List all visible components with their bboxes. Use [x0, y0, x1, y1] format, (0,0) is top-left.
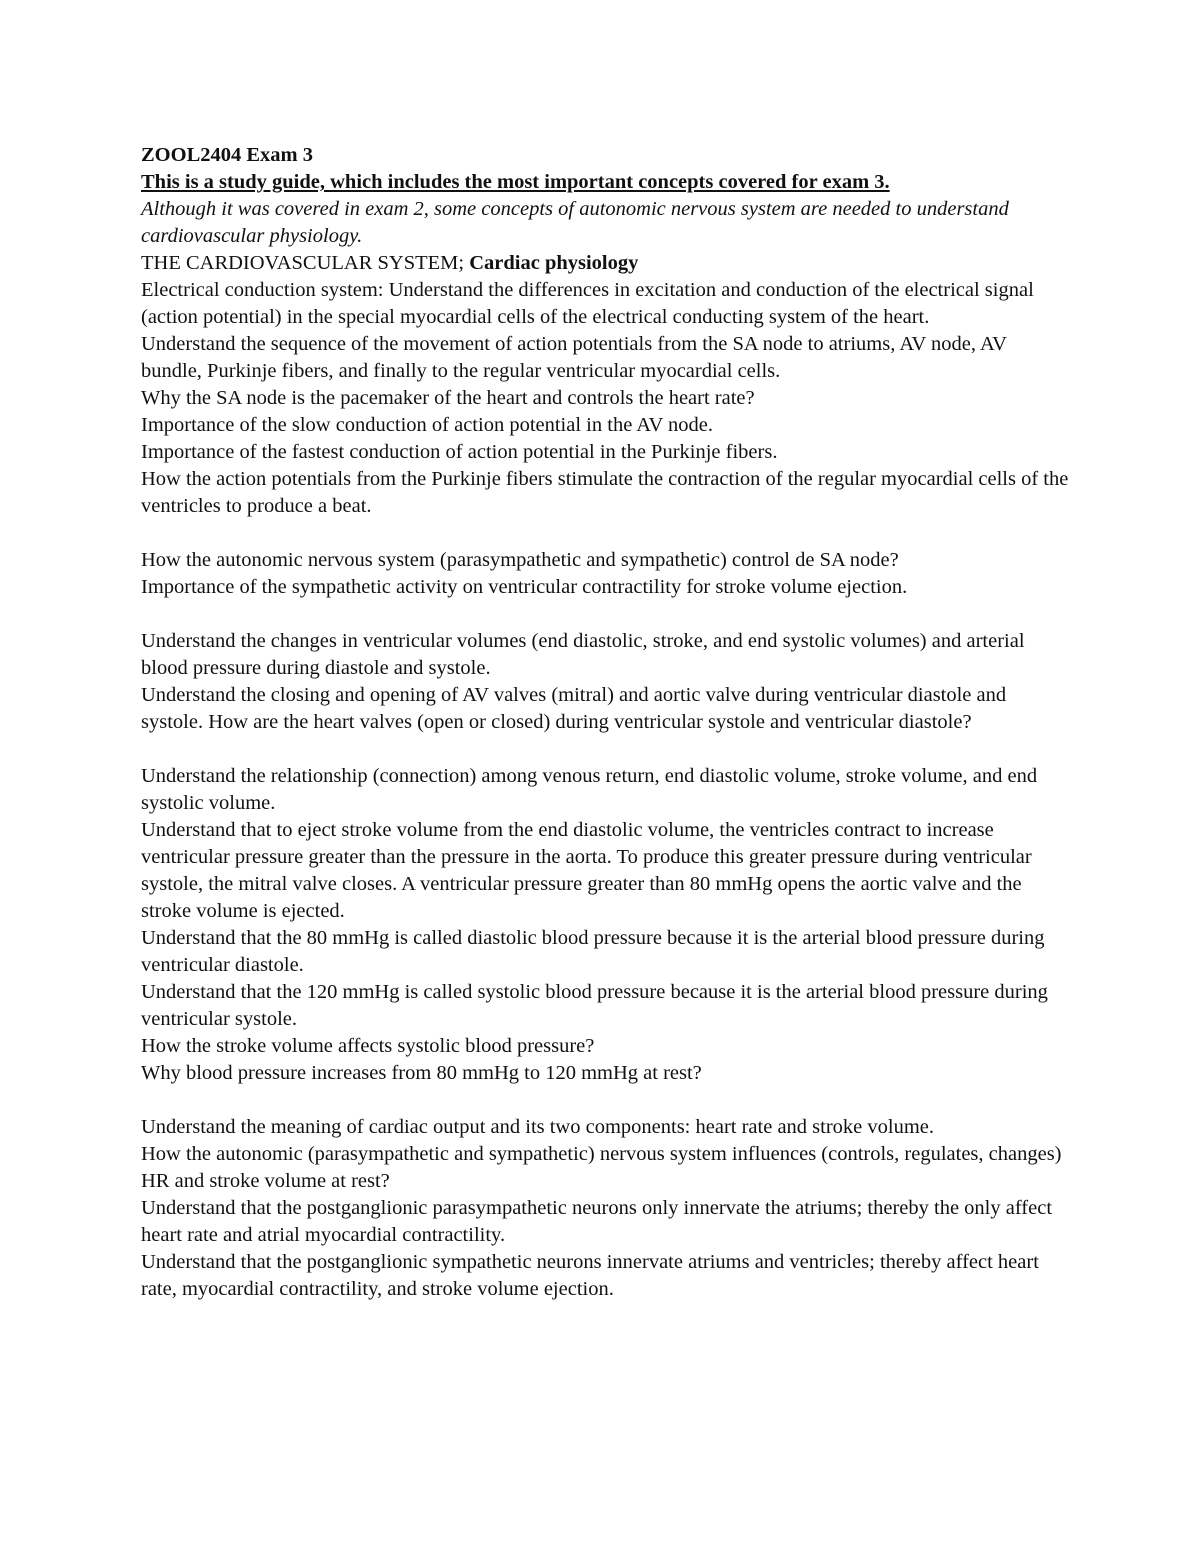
paragraph: Understand the closing and opening of AV valves (mitral) and aortic valve during ventricular diastole and systole. How are the heart valves (open or closed) during ventricular systole and ventricular diastole? — [141, 684, 1007, 733]
paragraph: Understand the changes in ventricular volumes (end diastolic, stroke, and end systolic volumes) and arterial blood pressure during diastole and systole. — [141, 630, 1025, 679]
document-subtitle: This is a study guide, which includes the most important concepts covered for exam 3. — [141, 171, 890, 193]
blank-line — [141, 520, 1071, 547]
paragraph: How the stroke volume affects systolic blood pressure? — [141, 1035, 595, 1057]
paragraph: Understand the meaning of cardiac output and its two components: heart rate and stroke volume. — [141, 1116, 935, 1138]
blank-line — [141, 601, 1071, 628]
section-heading-bold: Cardiac physiology — [469, 252, 639, 274]
paragraph: How the autonomic (parasympathetic and sympathetic) nervous system influences (controls, regulates, changes) HR and stroke volume at rest? — [141, 1143, 1062, 1192]
paragraph: Understand that to eject stroke volume from the end diastolic volume, the ventricles contract to increase ventricular pressure greater than the pressure in the aorta. To produce this greater pressure during ventricular systole, the mitral valve closes. A ventricular pressure greater than 80 mmHg opens the aortic valve and the stroke volume is ejected. — [141, 819, 1032, 922]
paragraph: Why the SA node is the pacemaker of the heart and controls the heart rate? — [141, 387, 755, 409]
paragraph: Why blood pressure increases from 80 mmHg to 120 mmHg at rest? — [141, 1062, 702, 1084]
paragraph: Importance of the slow conduction of action potential in the AV node. — [141, 414, 713, 436]
paragraph: Electrical conduction system: Understand the differences in excitation and conduction of the electrical signal (action potential) in the special myocardial cells of the electrical conducting system of the heart. — [141, 279, 1034, 328]
paragraph: How the action potentials from the Purkinje fibers stimulate the contraction of the regular myocardial cells of the ventricles to produce a beat. — [141, 468, 1069, 517]
paragraph: Importance of the sympathetic activity on ventricular contractility for stroke volume ejection. — [141, 576, 908, 598]
section-heading — [141, 250, 1071, 277]
paragraph: Understand that the 120 mmHg is called systolic blood pressure because it is the arterial blood pressure during ventricular systole. — [141, 981, 1048, 1030]
document-page — [141, 142, 1071, 1303]
paragraph: Understand the relationship (connection) among venous return, end diastolic volume, stroke volume, and end systolic volume. — [141, 765, 1038, 814]
paragraph: Understand the sequence of the movement of action potentials from the SA node to atriums, AV node, AV bundle, Purkinje fibers, and finally to the regular ventricular myocardial cells. — [141, 333, 1007, 382]
paragraph: Understand that the postganglionic sympathetic neurons innervate atriums and ventricles; thereby affect heart rate, myocardial contractility, and stroke volume ejection. — [141, 1251, 1039, 1300]
paragraph: Understand that the 80 mmHg is called diastolic blood pressure because it is the arterial blood pressure during ventricular diastole. — [141, 927, 1045, 976]
document-title: ZOOL2404 Exam 3 — [141, 144, 313, 166]
intro-note: Although it was covered in exam 2, some concepts of autonomic nervous system are needed to understand cardiovascular physiology. — [141, 198, 1009, 247]
section-heading-plain: THE CARDIOVASCULAR SYSTEM; — [141, 252, 470, 274]
paragraph: Understand that the postganglionic parasympathetic neurons only innervate the atriums; thereby the only affect heart rate and atrial myocardial contractility. — [141, 1197, 1053, 1246]
paragraph: How the autonomic nervous system (parasympathetic and sympathetic) control de SA node? — [141, 549, 899, 571]
blank-line — [141, 1087, 1071, 1114]
blank-line — [141, 736, 1071, 763]
paragraph: Importance of the fastest conduction of action potential in the Purkinje fibers. — [141, 441, 778, 463]
